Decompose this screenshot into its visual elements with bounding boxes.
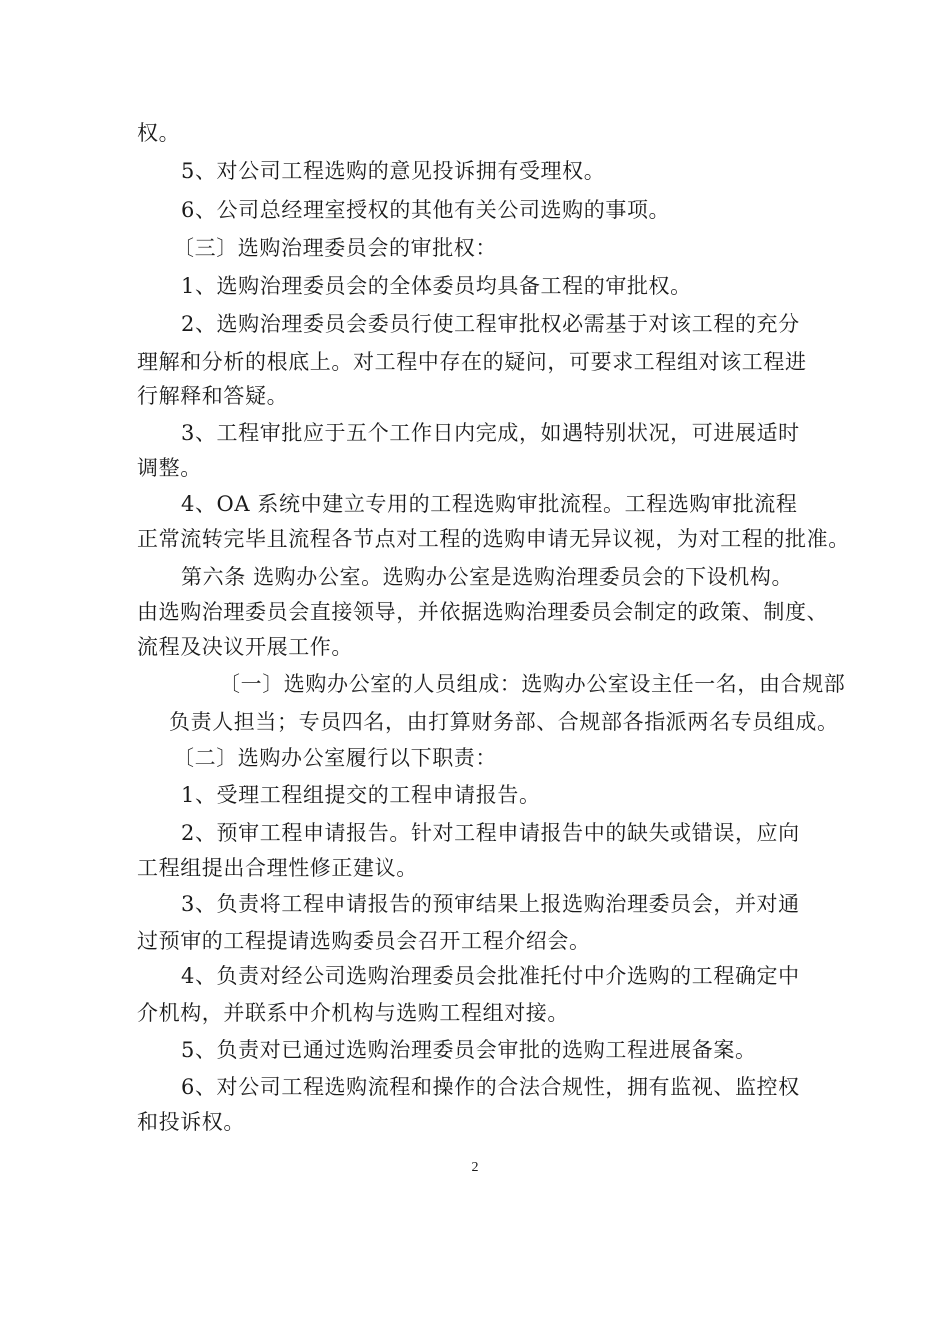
text-line: 介机构，并联系中介机构与选购工程组对接。 — [137, 1001, 569, 1025]
text-line: 1、选购治理委员会的全体委员均具备工程的审批权。 — [181, 274, 692, 298]
text-line: 流程及决议开展工作。 — [137, 635, 353, 659]
page-number: 2 — [471, 1160, 479, 1175]
text-line: 负责人担当；专员四名，由打算财务部、合规部各指派两名专员组成。 — [169, 710, 839, 734]
text-line: 行解释和答疑。 — [137, 384, 289, 408]
text-line: 调整。 — [137, 456, 202, 480]
text-line: 和投诉权。 — [137, 1110, 245, 1134]
text-line: 6、公司总经理室授权的其他有关公司选购的事项。 — [181, 198, 671, 222]
text-line: 3、负责将工程申请报告的预审结果上报选购治理委员会，并对通 — [181, 892, 800, 916]
text-line: 1、受理工程组提交的工程申请报告。 — [181, 783, 541, 807]
text-line: 权。 — [137, 121, 181, 145]
section-heading: 〔二〕选购办公室履行以下职责： — [173, 746, 497, 770]
text-line: 2、预审工程申请报告。针对工程申请报告中的缺失或错误，应向 — [181, 821, 800, 845]
text-line: 2、选购治理委员会委员行使工程审批权必需基于对该工程的充分 — [181, 312, 800, 336]
text-line: 4、OA 系统中建立专用的工程选购审批流程。工程选购审批流程 — [181, 492, 798, 516]
section-heading: 〔三〕选购治理委员会的审批权： — [173, 236, 497, 260]
text-line: 过预审的工程提请选购委员会召开工程介绍会。 — [137, 929, 591, 953]
article-heading: 第六条 选购办公室。选购办公室是选购治理委员会的下设机构。 — [181, 565, 794, 589]
section-heading: 〔一〕选购办公室的人员组成：选购办公室设主任一名，由合规部 — [219, 672, 846, 696]
text-line: 5、负责对已通过选购治理委员会审批的选购工程进展备案。 — [181, 1038, 757, 1062]
text-line: 正常流转完毕且流程各节点对工程的选购申请无异议视，为对工程的批准。 — [137, 527, 850, 551]
text-line: 理解和分析的根底上。对工程中存在的疑问，可要求工程组对该工程进 — [137, 350, 807, 374]
text-line: 3、工程审批应于五个工作日内完成，如遇特别状况，可进展适时 — [181, 421, 800, 445]
text-line: 由选购治理委员会直接领导，并依据选购治理委员会制定的政策、制度、 — [137, 600, 829, 624]
text-line: 5、对公司工程选购的意见投诉拥有受理权。 — [181, 159, 606, 183]
text-line: 6、对公司工程选购流程和操作的合法合规性，拥有监视、监控权 — [181, 1075, 800, 1099]
text-line: 4、负责对经公司选购治理委员会批准托付中介选购的工程确定中 — [181, 964, 800, 988]
text-line: 工程组提出合理性修正建议。 — [137, 856, 418, 880]
